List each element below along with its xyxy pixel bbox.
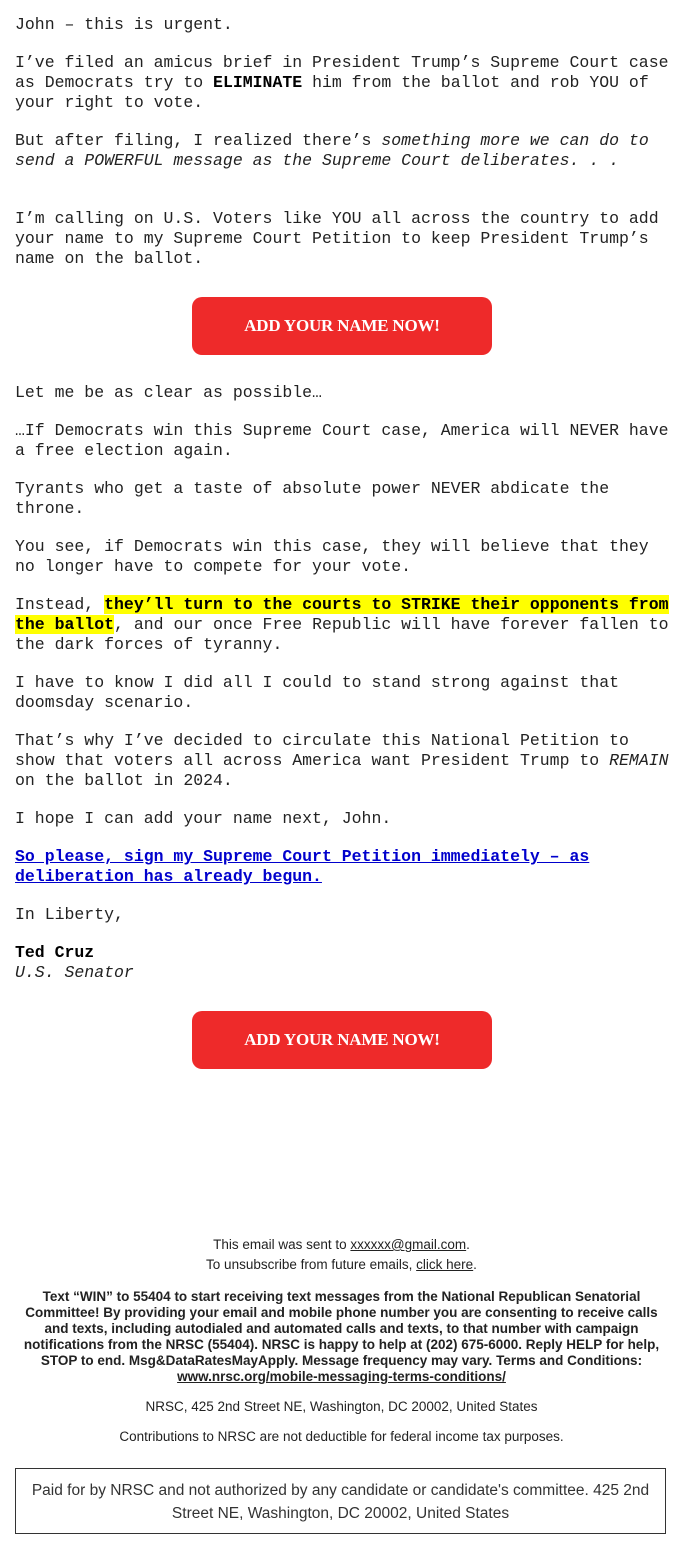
paragraph-instead <box>15 595 675 655</box>
cta-container-top <box>192 297 492 355</box>
postal-address: NRSC, 425 2nd Street NE, Washington, DC 20002, United States <box>145 1399 538 1414</box>
p8-c: , and our once Free Republic will have forever fallen to the dark forces of tyranny. <box>15 615 669 654</box>
signoff: In Liberty, <box>15 905 124 924</box>
paragraph-amicus-brief <box>15 53 675 113</box>
paragraph-be-clear: Let me be as clear as possible… <box>15 383 322 402</box>
paragraph-after-filing <box>15 131 675 171</box>
cta-container-bottom <box>192 1011 492 1069</box>
paragraph-add-name-next: I hope I can add your name next, John. <box>15 809 392 828</box>
unsubscribe-suffix: . <box>473 1257 477 1272</box>
recipient-email-link[interactable]: xxxxxx@gmail.com <box>350 1237 467 1252</box>
sent-to-line <box>12 1235 671 1255</box>
p2-italic: something more we can do to send a POWERFUL message as the Supreme Court deliberates. . . <box>15 131 649 170</box>
sms-disclaimer <box>12 1289 671 1385</box>
add-your-name-button[interactable]: ADD YOUR NAME NOW! <box>192 297 492 355</box>
paragraph-national-petition <box>15 731 675 791</box>
unsubscribe-prefix: To unsubscribe from future emails, <box>206 1257 417 1272</box>
petition-link-paragraph <box>15 847 675 887</box>
tax-note: Contributions to NRSC are not deductible for federal income tax purposes. <box>119 1429 564 1444</box>
p2-a: But after filing, I realized there’s <box>15 131 382 150</box>
p1-c: him from the ballot and rob YOU of your right to vote. <box>15 73 649 112</box>
paragraph-you-see: You see, if Democrats win this case, they will believe that they no longer have to compete for your vote. <box>15 537 649 576</box>
p8-a: Instead, <box>15 595 105 614</box>
sent-to-suffix: . <box>466 1237 470 1252</box>
greeting: John – this is urgent. <box>15 15 233 34</box>
paid-for-disclaimer <box>15 1468 666 1534</box>
highlighted-text: they’ll turn to the courts to STRIKE their opponents from the ballot <box>15 595 669 634</box>
p10-c: on the ballot in 2024. <box>15 771 233 790</box>
signature-block <box>15 943 675 983</box>
paragraph-democrats-win: …If Democrats win this Supreme Court case, America will NEVER have a free election again. <box>15 421 669 460</box>
signer-title: U.S. Senator <box>15 963 134 982</box>
sms-text: Text “WIN” to 55404 to start receiving text messages from the National Republican Senatorial Committee! By providing your email and mobile phone number you are consenting to receive calls and texts, including autodialed and automated calls and texts, to that number with campaign notifications from the NRSC (55404). NRSC is happy to help at (202) 675-6000. Reply HELP for help, STOP to end. Msg&DataRatesMayApply. Message frequency may vary. Terms and Conditions: <box>23 1289 660 1368</box>
add-your-name-button-bottom[interactable]: ADD YOUR NAME NOW! <box>192 1011 492 1069</box>
unsubscribe-link[interactable]: click here <box>416 1257 474 1272</box>
p1-eliminate: ELIMINATE <box>213 73 303 92</box>
unsubscribe-line <box>12 1255 671 1275</box>
sms-terms-link[interactable]: www.nrsc.org/mobile-messaging-terms-conditions/ <box>177 1369 506 1384</box>
sent-to-prefix: This email was sent to <box>213 1237 351 1252</box>
signer-name: Ted Cruz <box>15 943 95 962</box>
paid-for-text: Paid for by NRSC and not authorized by any candidate or candidate's committee. 425 2nd Street NE, Washington, DC 20002, United States <box>31 1482 650 1522</box>
paragraph-doomsday: I have to know I did all I could to stand strong against that doomsday scenario. <box>15 673 619 712</box>
petition-link[interactable]: So please, sign my Supreme Court Petition immediately – as deliberation has already begun. <box>15 847 590 886</box>
paragraph-calling-on-voters: I’m calling on U.S. Voters like YOU all across the country to add your name to my Supreme Court Petition to keep President Trump’s name on the ballot. <box>15 209 659 268</box>
p10-remain: REMAIN <box>609 751 669 770</box>
paragraph-tyrants: Tyrants who get a taste of absolute power NEVER abdicate the throne. <box>15 479 610 518</box>
p1-a: I’ve filed an amicus brief in President Trump’s Supreme Court case as Democrats try to <box>15 53 669 92</box>
p10-a: That’s why I’ve decided to circulate this National Petition to show that voters all across America want President Trump to <box>15 731 629 770</box>
